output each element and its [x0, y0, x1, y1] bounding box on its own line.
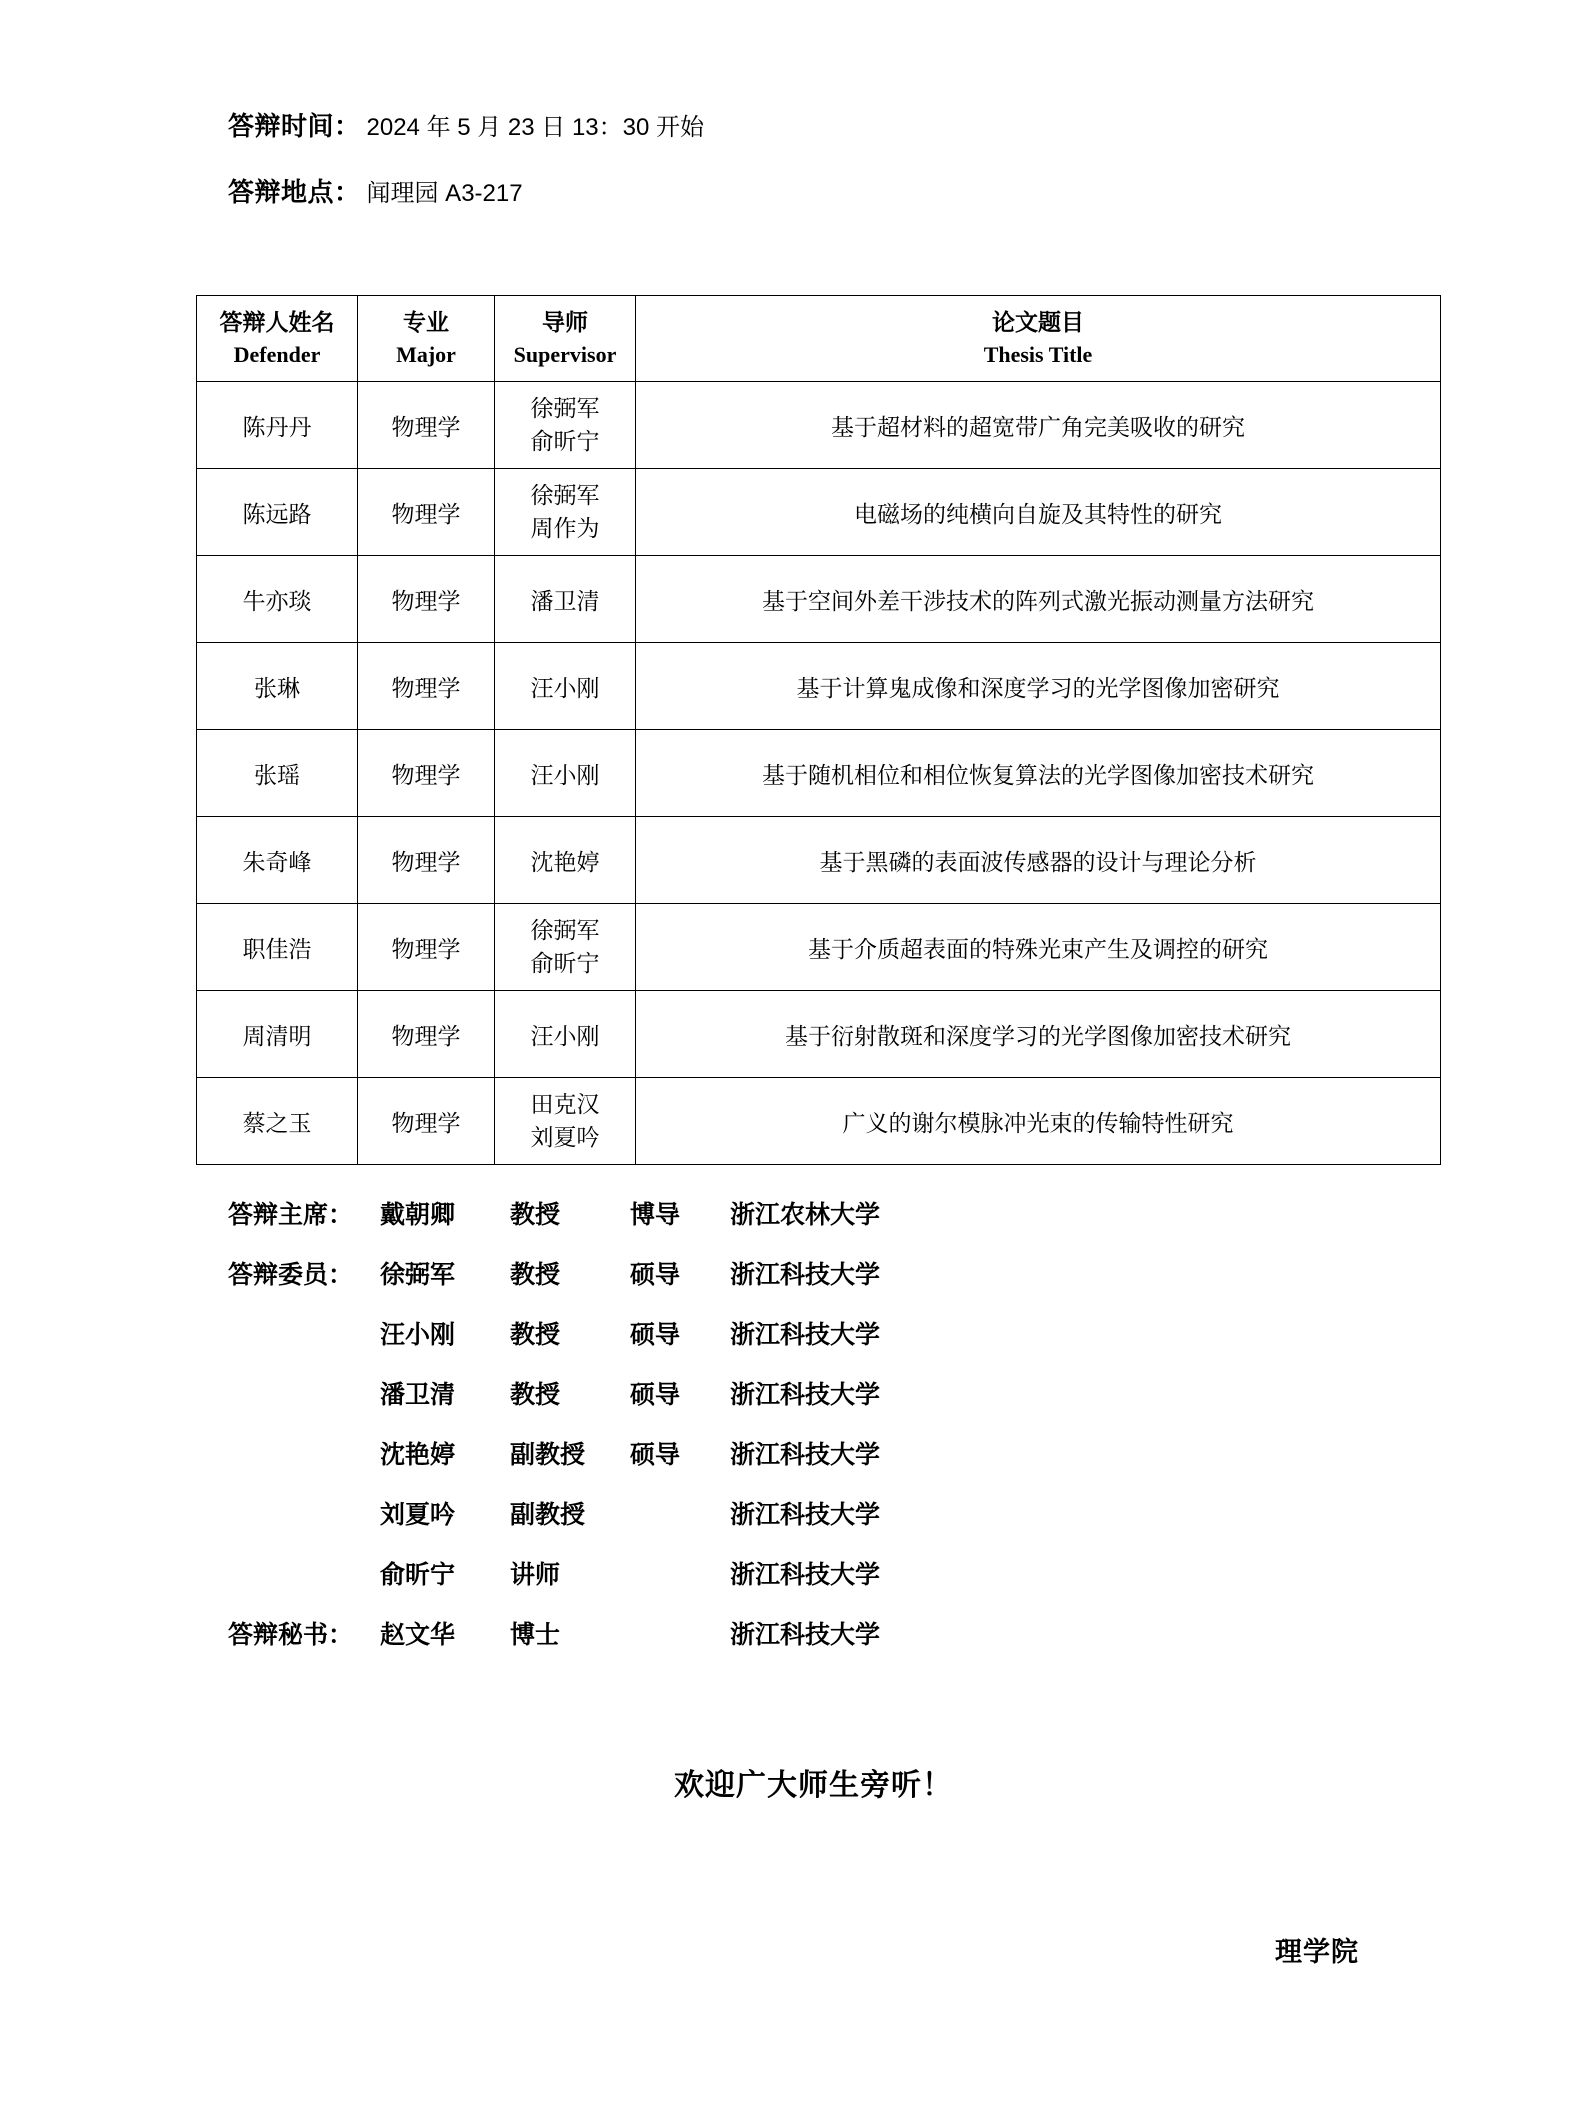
table-head — [197, 296, 1441, 382]
table-row — [197, 1078, 1441, 1165]
cell-supervisor — [495, 904, 636, 991]
committee-school: 浙江科技大学 — [730, 1621, 881, 1649]
column-header-thesis-title — [636, 296, 1441, 382]
committee-title: 教授 — [510, 1381, 561, 1409]
committee-title: 教授 — [510, 1201, 561, 1229]
defense-table — [196, 295, 1441, 1165]
cell-major: 物理学 — [358, 1078, 495, 1165]
committee-name: 戴朝卿 — [380, 1201, 456, 1229]
committee-school: 浙江科技大学 — [730, 1261, 881, 1289]
cell-thesis-title: 基于随机相位和相位恢复算法的光学图像加密技术研究 — [636, 730, 1441, 817]
committee-school: 浙江科技大学 — [730, 1561, 881, 1589]
cell-supervisor-1: 徐弼军 — [530, 482, 600, 508]
committee-title: 副教授 — [510, 1501, 586, 1529]
cell-supervisor — [495, 382, 636, 469]
cell-thesis-title: 电磁场的纯横向自旋及其特性的研究 — [636, 469, 1441, 556]
committee-row — [228, 1615, 1428, 1675]
table-row — [197, 904, 1441, 991]
table-row — [197, 991, 1441, 1078]
cell-defender: 职佳浩 — [197, 904, 358, 991]
committee-school: 浙江科技大学 — [730, 1381, 881, 1409]
committee-degree: 硕导 — [630, 1381, 681, 1409]
defense-place-value: 闻理园 A3-217 — [366, 180, 523, 207]
column-header-defender-cn: 答辩人姓名 — [219, 309, 335, 335]
cell-defender: 周清明 — [197, 991, 358, 1078]
cell-supervisor-2: 俞昕宁 — [530, 428, 600, 454]
table-row — [197, 469, 1441, 556]
cell-defender: 陈远路 — [197, 469, 358, 556]
cell-defender: 牛亦琰 — [197, 556, 358, 643]
committee-title: 讲师 — [510, 1561, 561, 1589]
defense-place-label: 答辩地点： — [228, 177, 361, 207]
committee-name: 刘夏吟 — [380, 1501, 456, 1529]
cell-supervisor: 汪小刚 — [495, 643, 636, 730]
table-row — [197, 730, 1441, 817]
committee-degree: 博导 — [630, 1201, 681, 1229]
cell-major: 物理学 — [358, 382, 495, 469]
cell-major: 物理学 — [358, 556, 495, 643]
table-header-row — [197, 296, 1441, 382]
committee-name: 汪小刚 — [380, 1321, 456, 1349]
header-block — [228, 108, 1428, 240]
committee-name: 赵文华 — [380, 1621, 456, 1649]
committee-name: 徐弼军 — [380, 1261, 456, 1289]
defense-table-wrap — [196, 295, 1404, 1165]
cell-supervisor-2: 俞昕宁 — [530, 950, 600, 976]
committee-school: 浙江科技大学 — [730, 1501, 881, 1529]
welcome-note — [0, 1760, 1587, 1804]
committee-name: 俞昕宁 — [380, 1561, 456, 1589]
committee-row — [228, 1195, 1428, 1255]
cell-supervisor: 汪小刚 — [495, 991, 636, 1078]
committee-title: 教授 — [510, 1321, 561, 1349]
cell-supervisor-1: 徐弼军 — [530, 917, 600, 943]
column-header-defender-en: Defender — [233, 342, 321, 367]
cell-thesis-title: 基于空间外差干涉技术的阵列式激光振动测量方法研究 — [636, 556, 1441, 643]
cell-supervisor: 沈艳婷 — [495, 817, 636, 904]
cell-defender: 朱奇峰 — [197, 817, 358, 904]
committee-row — [228, 1555, 1428, 1615]
committee-row — [228, 1255, 1428, 1315]
cell-supervisor-1: 田克汉 — [530, 1091, 600, 1117]
column-header-thesis-title-cn: 论文题目 — [992, 309, 1084, 335]
table-row — [197, 556, 1441, 643]
column-header-supervisor — [495, 296, 636, 382]
committee-row — [228, 1315, 1428, 1375]
cell-supervisor: 汪小刚 — [495, 730, 636, 817]
committee-row — [228, 1495, 1428, 1555]
committee-degree: 硕导 — [630, 1261, 681, 1289]
column-header-major-en: Major — [396, 342, 456, 367]
column-header-thesis-title-en: Thesis Title — [983, 342, 1093, 367]
cell-major: 物理学 — [358, 817, 495, 904]
cell-supervisor: 潘卫清 — [495, 556, 636, 643]
committee-title: 博士 — [510, 1621, 561, 1649]
table-body — [197, 382, 1441, 1165]
committee-degree: 硕导 — [630, 1321, 681, 1349]
cell-supervisor-2: 周作为 — [530, 515, 600, 541]
column-header-supervisor-en: Supervisor — [513, 342, 617, 367]
table-row — [197, 382, 1441, 469]
cell-supervisor — [495, 469, 636, 556]
cell-major: 物理学 — [358, 469, 495, 556]
defense-time-label: 答辩时间： — [228, 111, 361, 141]
cell-defender: 蔡之玉 — [197, 1078, 358, 1165]
cell-thesis-title: 基于计算鬼成像和深度学习的光学图像加密研究 — [636, 643, 1441, 730]
committee-block — [228, 1195, 1428, 1675]
cell-defender: 陈丹丹 — [197, 382, 358, 469]
committee-role: 答辩委员： — [228, 1261, 354, 1289]
table-row — [197, 643, 1441, 730]
cell-defender: 张瑶 — [197, 730, 358, 817]
cell-thesis-title: 基于超材料的超宽带广角完美吸收的研究 — [636, 382, 1441, 469]
committee-row — [228, 1435, 1428, 1495]
cell-major: 物理学 — [358, 643, 495, 730]
committee-role: 答辩主席： — [228, 1201, 354, 1229]
committee-degree: 硕导 — [630, 1441, 681, 1469]
welcome-text: 欢迎广大师生旁听！ — [674, 1769, 953, 1802]
column-header-major — [358, 296, 495, 382]
cell-major: 物理学 — [358, 904, 495, 991]
defense-time-line — [228, 108, 1428, 146]
cell-thesis-title: 广义的谢尔模脉冲光束的传输特性研究 — [636, 1078, 1441, 1165]
committee-role: 答辩秘书： — [228, 1621, 354, 1649]
cell-thesis-title: 基于黑磷的表面波传感器的设计与理论分析 — [636, 817, 1441, 904]
cell-supervisor-1: 徐弼军 — [530, 395, 600, 421]
column-header-major-cn: 专业 — [403, 309, 449, 335]
committee-title: 副教授 — [510, 1441, 586, 1469]
committee-school: 浙江科技大学 — [730, 1441, 881, 1469]
cell-major: 物理学 — [358, 991, 495, 1078]
committee-name: 沈艳婷 — [380, 1441, 456, 1469]
cell-major: 物理学 — [358, 730, 495, 817]
committee-title: 教授 — [510, 1261, 561, 1289]
defense-place-line — [228, 174, 1428, 212]
committee-school: 浙江农林大学 — [730, 1201, 881, 1229]
cell-thesis-title: 基于介质超表面的特殊光束产生及调控的研究 — [636, 904, 1441, 991]
department-signature: 理学院 — [1275, 1937, 1359, 1967]
cell-defender: 张琳 — [197, 643, 358, 730]
committee-school: 浙江科技大学 — [730, 1321, 881, 1349]
committee-name: 潘卫清 — [380, 1381, 456, 1409]
table-row — [197, 817, 1441, 904]
cell-thesis-title: 基于衍射散斑和深度学习的光学图像加密技术研究 — [636, 991, 1441, 1078]
cell-supervisor — [495, 1078, 636, 1165]
cell-supervisor-2: 刘夏吟 — [530, 1124, 600, 1150]
column-header-supervisor-cn: 导师 — [542, 309, 588, 335]
column-header-defender — [197, 296, 358, 382]
committee-row — [228, 1375, 1428, 1435]
defense-time-value: 2024 年 5 月 23 日 13：30 开始 — [366, 114, 705, 141]
